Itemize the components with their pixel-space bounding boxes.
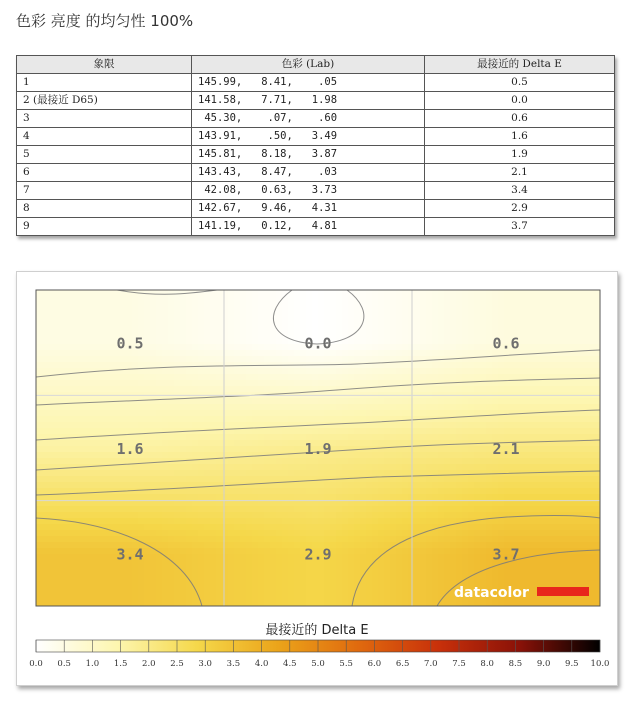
brand-name: datacolor <box>454 585 529 601</box>
scale-tick-label: 9.5 <box>565 659 579 669</box>
table-row <box>17 182 615 200</box>
scale-tick-label: 0.0 <box>29 659 43 669</box>
cell-value-label: 2.1 <box>492 440 520 458</box>
cell-value-label: 3.4 <box>116 545 144 564</box>
cell-delta-e: 3.4 <box>425 182 615 200</box>
scale-tick-label: 8.0 <box>480 659 494 669</box>
cell-delta-e: 3.7 <box>425 218 615 236</box>
cell-quadrant: 5 <box>17 146 192 164</box>
table-row <box>17 74 615 92</box>
header-lab: 色彩 (Lab) <box>192 56 425 74</box>
table-row <box>17 200 615 218</box>
cell-value-label: 0.0 <box>304 334 332 353</box>
cell-lab: 145.99, 8.41, .05 <box>192 74 425 92</box>
cell-quadrant: 1 <box>17 74 192 92</box>
cell-quadrant: 3 <box>17 110 192 128</box>
cell-quadrant: 6 <box>17 164 192 182</box>
lab-table <box>16 55 615 236</box>
table-row <box>17 92 615 110</box>
table-row <box>17 128 615 146</box>
cell-lab: 145.81, 8.18, 3.87 <box>192 146 425 164</box>
cell-value-label: 1.9 <box>304 440 332 458</box>
scale-tick-label: 10.0 <box>590 659 610 669</box>
cell-delta-e: 2.9 <box>425 200 615 218</box>
scale-tick-label: 4.5 <box>283 659 297 669</box>
brand-bar <box>537 587 589 596</box>
scale-tick-label: 1.0 <box>85 659 100 669</box>
header-quadrant: 象限 <box>17 56 192 74</box>
scale-tick-label: 7.0 <box>424 659 438 669</box>
scale-tick-label: 1.5 <box>113 659 128 669</box>
scale-tick-label: 2.0 <box>142 659 156 669</box>
cell-delta-e: 1.9 <box>425 146 615 164</box>
cell-lab: 142.67, 9.46, 4.31 <box>192 200 425 218</box>
scale-tick-label: 0.5 <box>57 659 71 669</box>
table-row <box>17 146 615 164</box>
cell-value-label: 0.5 <box>116 334 144 353</box>
cell-delta-e: 1.6 <box>425 128 615 146</box>
table-row <box>17 164 615 182</box>
cell-lab: 143.43, 8.47, .03 <box>192 164 425 182</box>
cell-quadrant: 2 (最接近 D65) <box>17 92 192 110</box>
cell-delta-e: 0.5 <box>425 74 615 92</box>
cell-delta-e: 0.6 <box>425 110 615 128</box>
scale-tick-label: 7.5 <box>452 659 466 669</box>
scale-tick-label: 5.5 <box>339 659 353 669</box>
uniformity-heatmap <box>17 272 617 685</box>
cell-quadrant: 8 <box>17 200 192 218</box>
table-row <box>17 218 615 236</box>
cell-delta-e: 0.0 <box>425 92 615 110</box>
cell-value-label: 1.6 <box>116 440 144 458</box>
cell-lab: 42.08, 0.63, 3.73 <box>192 182 425 200</box>
scale-tick-label: 4.0 <box>254 659 269 669</box>
cell-value-label: 2.9 <box>304 545 332 564</box>
cell-value-label: 0.6 <box>492 334 520 353</box>
page-title: 色彩 亮度 的均匀性 100% <box>16 12 194 30</box>
scale-tick-label: 2.5 <box>170 659 184 669</box>
cell-lab: 143.91, .50, 3.49 <box>192 128 425 146</box>
scale-label: 最接近的 Delta E <box>265 623 369 638</box>
cell-quadrant: 7 <box>17 182 192 200</box>
cell-quadrant: 4 <box>17 128 192 146</box>
scale-tick-label: 6.5 <box>395 659 410 669</box>
cell-value-label: 3.7 <box>492 545 520 564</box>
header-delta-e: 最接近的 Delta E <box>425 56 615 74</box>
scale-tick-label: 3.5 <box>226 659 241 669</box>
cell-lab: 141.58, 7.71, 1.98 <box>192 92 425 110</box>
table-header-row <box>17 56 615 74</box>
cell-quadrant: 9 <box>17 218 192 236</box>
uniformity-chart-panel <box>16 271 618 686</box>
scale-tick-label: 3.0 <box>198 659 212 669</box>
cell-lab: 45.30, .07, .60 <box>192 110 425 128</box>
scale-tick-label: 8.5 <box>508 659 523 669</box>
scale-tick-label: 6.0 <box>367 659 382 669</box>
table-row <box>17 110 615 128</box>
cell-delta-e: 2.1 <box>425 164 615 182</box>
scale-tick-label: 9.0 <box>536 659 551 669</box>
cell-lab: 141.19, 0.12, 4.81 <box>192 218 425 236</box>
scale-tick-label: 5.0 <box>311 659 325 669</box>
